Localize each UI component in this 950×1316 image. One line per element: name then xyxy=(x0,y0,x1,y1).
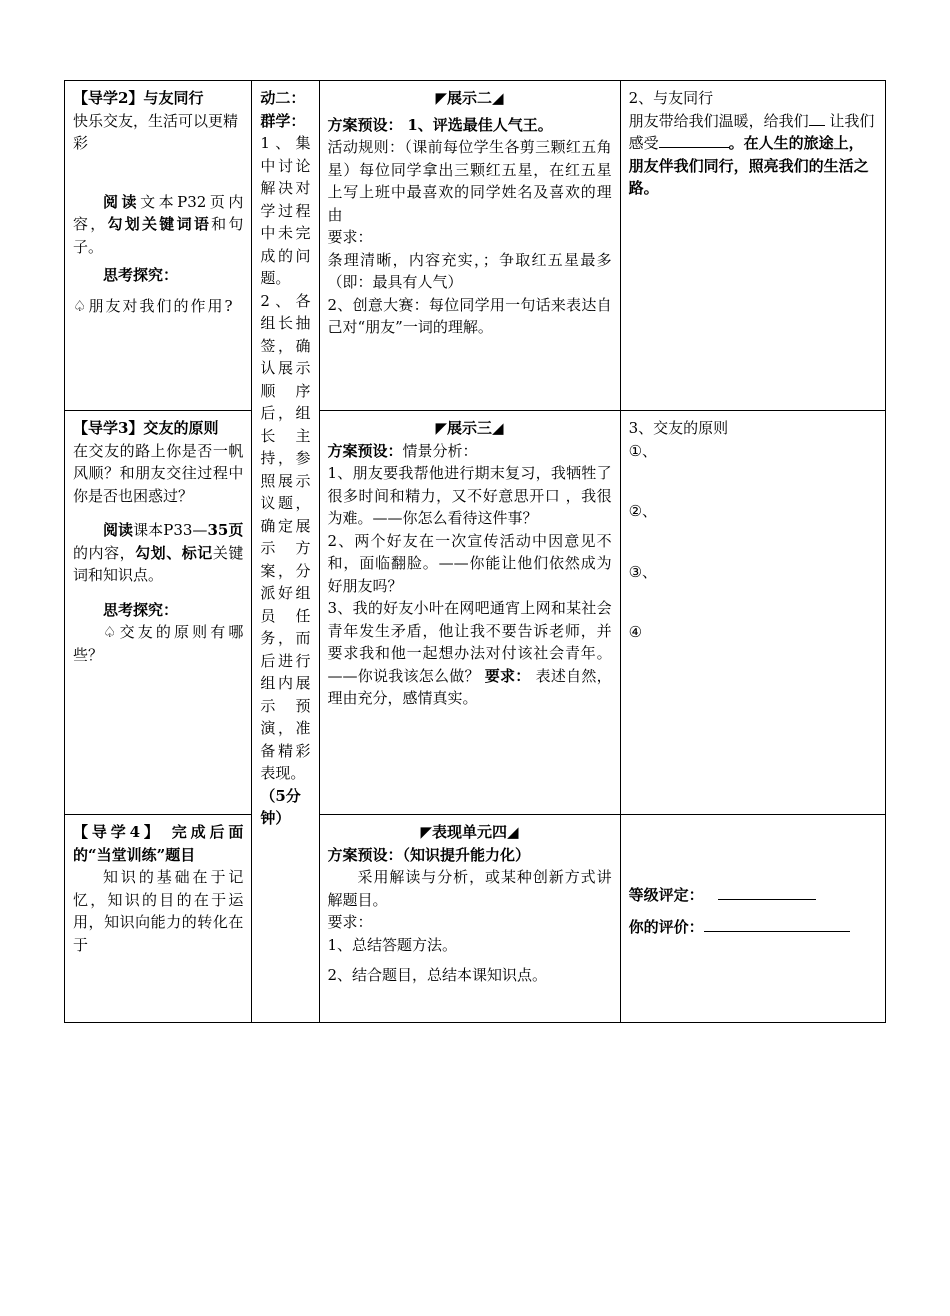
evaluation-cell xyxy=(620,815,885,1023)
group-title-a: 动二： xyxy=(260,89,306,107)
group-step-2: 2、各组长抽签，确认展示顺序后，组长主持，参照展示议题，确定展示方案，分派好组员任务，而后进行组内展示预演，准备精彩表现。 xyxy=(260,291,311,782)
guide-3-intro: 在交友的路上你是否一帆风顺？和朋友交往过程中你是否也困惑过？ xyxy=(73,441,244,505)
eval-label: 你的评价： xyxy=(628,918,704,936)
grade-input[interactable] xyxy=(718,899,816,900)
show-3-case-1: 1、朋友要我帮他进行期末复习，我牺牲了很多时间和精力，又不好意思开口 ，我很为难。——你怎么看待这件事？ xyxy=(327,464,612,527)
show-2-plan-text: 1、评选最佳人气王。 xyxy=(407,115,553,134)
show-3-case-3: 3、我的好友小叶在网吧通宵上网和某社会青年发生矛盾，他让我不要告诉老师，并要求我和他一起想办法对付该社会青年。——你说我该怎么做？ 要求： 表述自然，理由充分，感情真实。 xyxy=(327,599,612,707)
summary-3-title: 3、交友的原则 xyxy=(628,419,729,437)
summary-2-title: 2、与友同行 xyxy=(628,89,714,107)
principle-item-2: ②、 xyxy=(628,502,658,520)
summary-2-text: 朋友带给我们温暖，给我们 让我们感受 。在人生的旅途上，朋友伴我们同行，照亮我们的生活之路。 xyxy=(628,111,875,197)
show-2-cell xyxy=(319,81,620,411)
principle-item-4: ④ xyxy=(628,623,643,641)
group-step-1: 1、集中讨论解决对学过程中未完成的问题。 xyxy=(260,134,311,287)
show-2-req-label: 要求： xyxy=(327,228,373,246)
guide-3-think-label: 思考探究： xyxy=(103,600,179,619)
guide-3-heading: 【导学3】交友的原则 xyxy=(73,419,219,437)
guide-4-heading: 【导学4】 完成后面的“当堂训练”题目 xyxy=(73,823,244,864)
summary-3-cell xyxy=(620,411,885,815)
principle-item-3: ③、 xyxy=(628,562,658,581)
guide-2-heading: 【导学2】与友同行 xyxy=(73,89,204,107)
guide-3-cell xyxy=(65,411,252,815)
principle-item-1: ①、 xyxy=(628,441,658,460)
guide-4-cell xyxy=(65,815,252,1023)
guide-3-reading: 阅读课本P33—35页的内容，勾划、标记关键词和知识点。 xyxy=(73,521,244,584)
show-3-case-2: 2、两个好友在一次宣传活动中因意见不和，面临翻脸。——你能让他们依然成为好朋友吗？ xyxy=(327,531,612,595)
guide-2-subtitle: 快乐交友，生活可以更精彩 xyxy=(73,111,239,152)
show-3-title: ◤展示三◢ xyxy=(435,419,504,437)
guide-3-question: ♤交友的原则有哪些？ xyxy=(73,623,244,664)
grade-label: 等级评定： xyxy=(628,886,704,904)
show-2-title: ◤展示二◢ xyxy=(435,89,504,107)
show-3-cell xyxy=(319,411,620,815)
guide-2-think-label: 思考探究： xyxy=(103,266,179,284)
show-4-cell xyxy=(319,815,620,1023)
show-4-plan-text: 采用解读与分析，或某种创新方式讲解题目。 xyxy=(327,868,612,909)
guide-4-text: 知识的基础在于记忆，知识的目的在于运用，知识向能力的转化在于 xyxy=(73,868,244,954)
show-4-req-label: 要求： xyxy=(327,913,373,931)
group-time: （5分钟） xyxy=(260,786,301,827)
show-2-req-text: 条理清晰，内容充实，；争取红五星最多（即：最具有人气） xyxy=(327,250,612,291)
show-4-req-2: 2、结合题目，总结本课知识点。 xyxy=(327,966,548,984)
show-2-contest: 2、创意大赛：每位同学用一句话来表达自己对“朋友”一词的理解。 xyxy=(327,295,612,336)
row-guide-2 xyxy=(65,81,886,411)
row-guide-4 xyxy=(65,815,886,1023)
guide-2-question: ♤朋友对我们的作用? xyxy=(73,296,235,315)
show-4-plan-label: 方案预设：（知识提升能力化） xyxy=(327,845,531,864)
summary-2-cell xyxy=(620,81,885,411)
show-3-plan-text: 情景分析： xyxy=(402,441,478,460)
group-title-b: 群学： xyxy=(260,111,306,130)
eval-input[interactable] xyxy=(704,931,850,932)
show-4-req-1: 1、总结答题方法。 xyxy=(327,935,458,954)
group-activity-cell xyxy=(252,81,319,1023)
row-guide-3 xyxy=(65,411,886,815)
lesson-table xyxy=(64,80,886,1023)
guide-2-reading: 阅读文本P32页内容，勾划关键词语和句子。 xyxy=(73,192,244,256)
guide-2-cell xyxy=(65,81,252,411)
show-2-plan-label: 方案预设： xyxy=(327,115,403,134)
show-2-rules: 活动规则：（课前每位学生各剪三颗红五角星）每位同学拿出三颗红五星，在红五星上写上班中最喜欢的同学姓名及喜欢的理由 xyxy=(327,138,612,224)
show-3-plan-label: 方案预设： xyxy=(327,441,403,460)
show-4-title: ◤表现单元四◢ xyxy=(420,823,519,841)
